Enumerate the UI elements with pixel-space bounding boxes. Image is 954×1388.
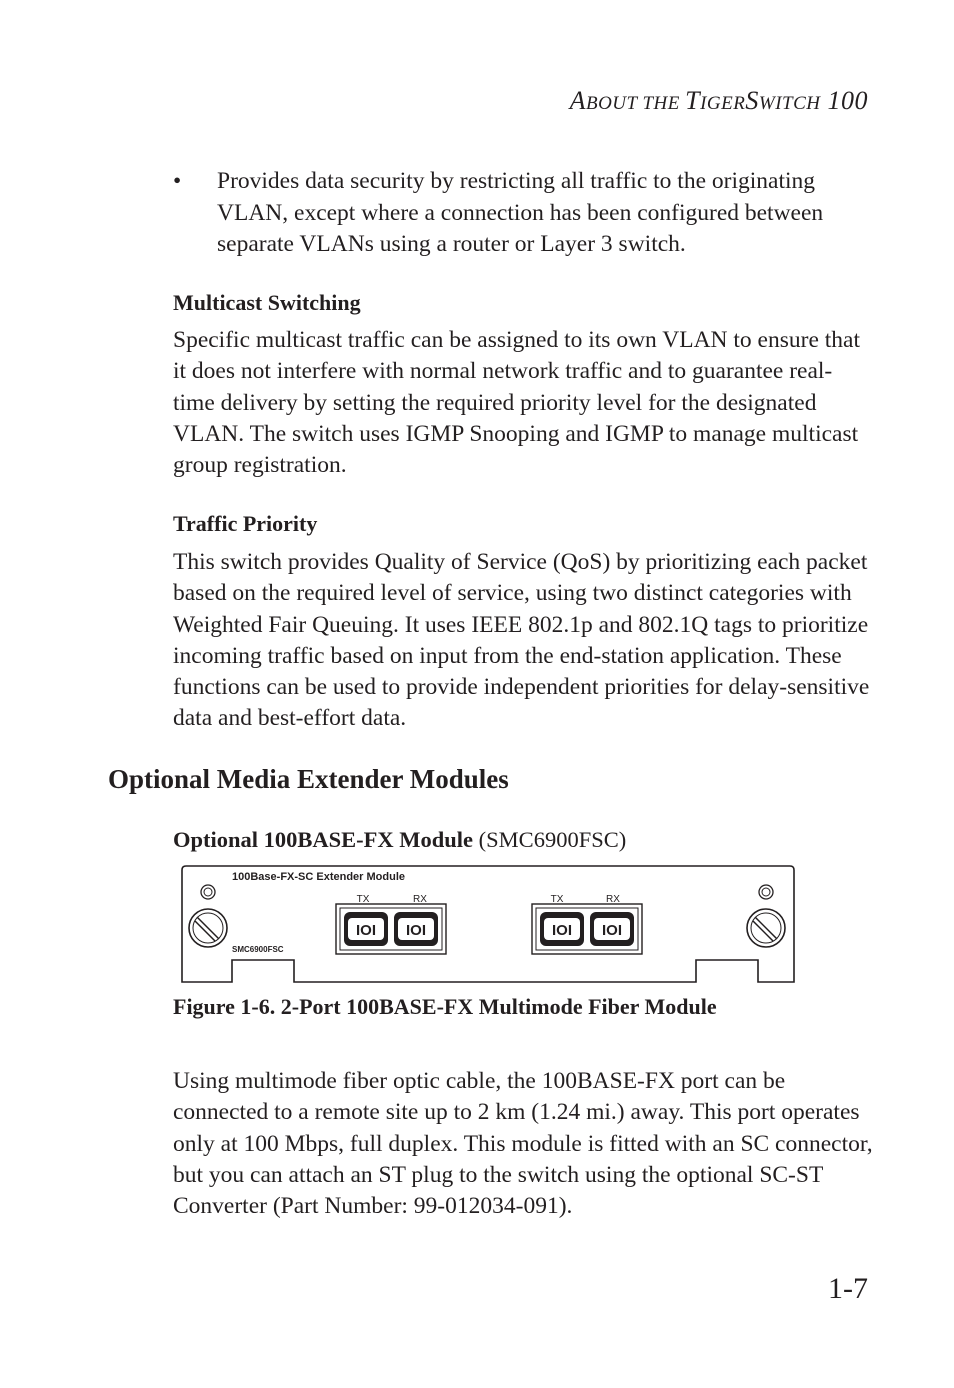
led-indicator-right <box>759 885 773 899</box>
connector-glyph: IOI <box>355 922 377 939</box>
fx-module-drawing <box>180 864 796 986</box>
bullet-symbol: • <box>173 168 182 194</box>
sc-connector-icon <box>540 912 584 946</box>
connector-glyph: IOI <box>601 922 623 939</box>
traffic-priority-paragraph: This switch provides Quality of Service (QoS) by prioritizing each packet based on the required level of service, using two distinct categories with Weighted Fair Queuing. It uses IEEE 802.1p and 802.1Q tags to prioritize incoming traffic based on input from the end-station application. These functions can be used to provide independent priorities for delay-sensitive data and best-effort data. <box>173 549 870 732</box>
sc-connector-icon <box>394 912 438 946</box>
port-label-rx: RX <box>413 894 427 905</box>
sc-connector-icon <box>344 912 388 946</box>
page-number: 1-7 <box>828 1272 868 1305</box>
fiber-port-group-2 <box>532 894 642 954</box>
connector-glyph: IOI <box>405 922 427 939</box>
model-label: SMC6900FSC <box>232 945 284 954</box>
port-label-tx: TX <box>550 894 564 905</box>
header-part: T <box>685 86 701 115</box>
connector-glyph: IOI <box>551 922 573 939</box>
sc-connector-icon <box>590 912 634 946</box>
multicast-heading: Multicast Switching <box>173 290 361 315</box>
multicast-paragraph: Specific multicast traffic can be assigned to its own VLAN to ensure that it does not interfere with normal network traffic and to guarantee real-time delivery by setting the required priority level for the designated VLAN. The switch uses IGMP Snooping and IGMP to manage multicast group registration. <box>173 327 860 479</box>
module-title-model: (SMC6900FSC) <box>473 827 627 852</box>
figure-caption: Figure 1-6. 2-Port 100BASE-FX Multimode Fiber Module <box>173 994 717 1019</box>
bullet-item <box>173 166 873 261</box>
fiber-port-group-1 <box>336 894 446 954</box>
fx-module-paragraph: Using multimode fiber optic cable, the 100BASE-FX port can be connected to a remote site up to 2 km (1.24 mi.) away. This port operates only at 100 Mbps, full duplex. This module is fitted with an SC connector, but you can attach an ST plug to the switch using the optional SC-ST Converter (Part Number: 99-012034-091). <box>173 1068 873 1220</box>
port-label-tx: TX <box>356 894 370 905</box>
header-part: A <box>569 86 586 115</box>
header-part: 100 <box>820 86 868 115</box>
header-part: S <box>745 86 759 115</box>
port-label-rx: RX <box>606 894 620 905</box>
led-indicator-left <box>201 885 215 899</box>
module-title <box>173 827 626 853</box>
screw-left-icon <box>189 909 227 947</box>
panel-label: 100Base-FX-SC Extender Module <box>232 871 405 883</box>
section-heading: Optional Media Extender Modules <box>108 764 509 794</box>
module-panel-outline <box>182 866 794 982</box>
running-header <box>570 86 868 116</box>
screw-right-icon <box>747 909 785 947</box>
header-part: WITCH <box>758 93 821 114</box>
header-part: BOUT THE <box>585 93 686 114</box>
header-part: IGER <box>700 93 746 114</box>
fx-module-figure <box>180 864 796 986</box>
bullet-text: Provides data security by restricting all traffic to the originating VLAN, except where a connection has been configured between separate VLANs using a router or Layer 3 switch. <box>217 168 824 257</box>
module-title-bold: Optional 100BASE-FX Module <box>173 827 474 852</box>
traffic-priority-heading: Traffic Priority <box>173 511 318 536</box>
